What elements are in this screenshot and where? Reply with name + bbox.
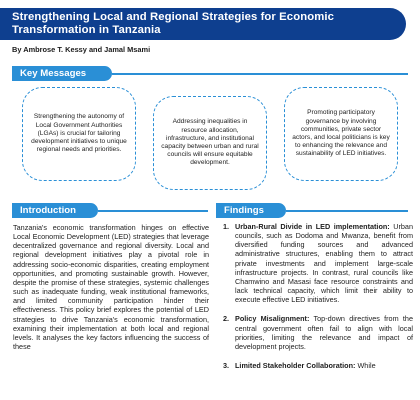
finding-item <box>223 222 413 304</box>
introduction-rule <box>98 210 208 212</box>
finding-text: Urban councils, such as Dodoma and Mwanza, benefit from diversified funding sources and advanced administrative structures, enabling them to attract private investments and implement large-scale infrastructure projects. In contrast, rural councils like Chamwino and Masasi face resource constraints and lack technical capacity, which limit their ability to execute effective LED initiatives. <box>235 222 413 305</box>
key-message-2 <box>153 96 267 190</box>
page-title: Strengthening Local and Regional Strategies for Economic Transformation in Tanzania <box>12 11 334 36</box>
findings-rule <box>286 210 408 212</box>
finding-body <box>235 361 376 370</box>
introduction-heading: Introduction <box>12 203 98 218</box>
finding-text: Top-down directives from the central government often fail to align with local priorities, limiting the relevance and impact of development projects. <box>235 314 413 351</box>
findings-heading: Findings <box>216 203 286 218</box>
findings-list <box>223 222 413 380</box>
finding-title: Policy Misalignment: <box>235 314 310 324</box>
finding-number: 1. <box>223 222 230 231</box>
finding-text: While <box>355 361 376 371</box>
key-message-2-text: Addressing inequalities in resource allocation, infrastructure, and institutional capacity between urban and rural councils will ensure equitable development. <box>161 118 259 167</box>
key-messages-heading: Key Messages <box>12 66 112 81</box>
finding-item <box>223 314 413 351</box>
finding-number: 3. <box>223 361 230 371</box>
title-banner <box>0 8 406 40</box>
finding-body <box>235 222 413 304</box>
key-message-3-text: Promoting participatory governance by involving communities, private sector actors, and local politicians is key to enhancing the relevance and sustainability of LED initiatives. <box>292 109 390 158</box>
authors-line: By Ambrose T. Kessy and Jamal Msami <box>12 45 151 54</box>
finding-title: Limited Stakeholder Collaboration: <box>235 361 356 371</box>
finding-title: Urban-Rural Divide in LED implementation: <box>235 222 390 231</box>
finding-number: 2. <box>223 314 230 324</box>
key-messages-rule <box>112 73 408 75</box>
finding-item <box>223 361 413 370</box>
key-message-1-text: Strengthening the autonomy of Local Government Authorities (LGAs) is crucial for tailoring development initiatives to unique regional needs and priorities. <box>31 113 127 154</box>
key-message-1 <box>22 87 136 181</box>
introduction-paragraph: Tanzania's economic transformation hinges on effective Local Economic Development (LED) strategies that leverage decentralized governance and regional diversity. Local and regional development initiatives play a pivotal role in addressing socio-economic disparities, creating employment opportunities, and promoting sustainable growth. However, despite the promise of these strategies, systemic challenges such as inadequate funding, weak institutional frameworks, and limited community participation hinder their effectiveness. This policy brief explores the potential of LED strategies to drive Tanzania's economic transformation, examining their implementation at both local and regional levels. It analyses the key factors influencing the success of these <box>13 223 209 352</box>
key-message-3 <box>284 87 398 181</box>
finding-body <box>235 314 413 351</box>
